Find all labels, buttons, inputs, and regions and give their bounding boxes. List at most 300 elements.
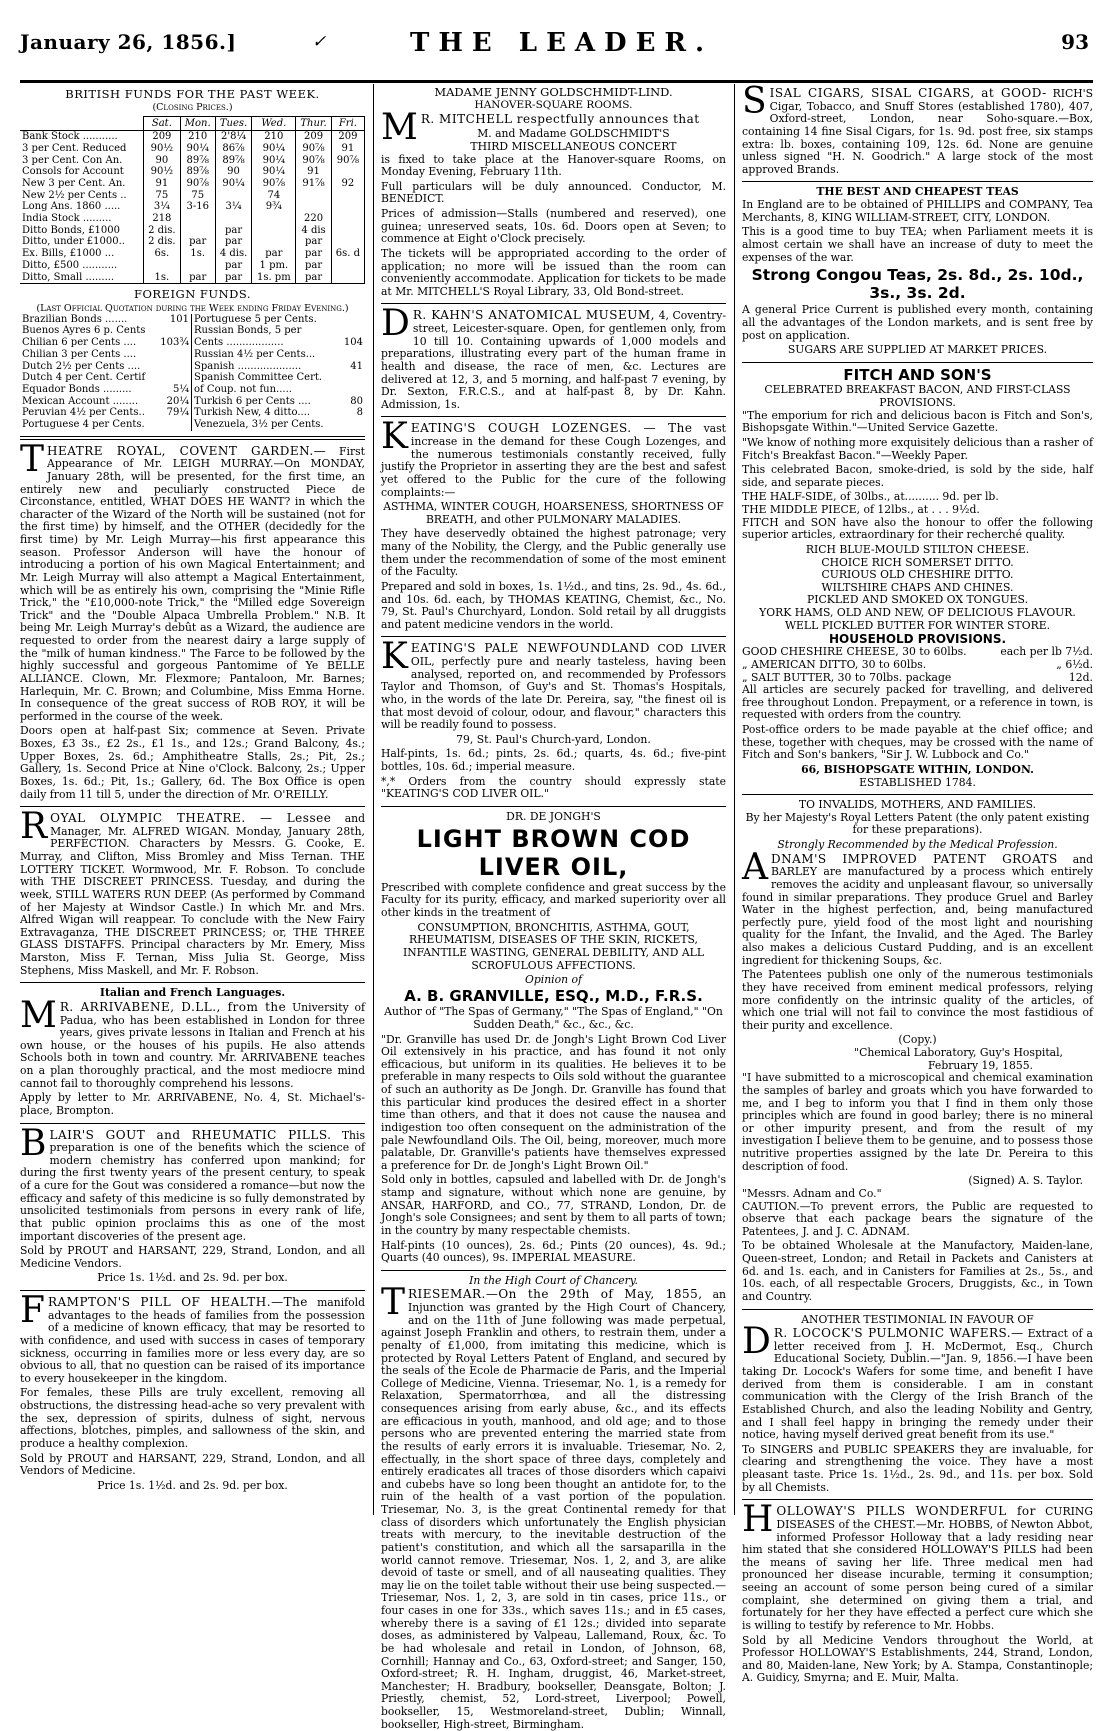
ad-body: an Injunction was granted by the High Court of Chancery, and on the 11th of June following was made perpetual, against Joseph Franklin and others, to restrain them, under a penalty of £1,000, from imitating this medicine, which is protected by Royal Letters Patent of England, and secured by the seals of the Ecole de Pharmacie de Paris, and the Imperial College of Medicine, Vienna. Triesemar, No. 1, is a remedy for Relaxation, Spermatorrhœa, and all the distressing consequences arising from early abuse, &c., and its effects are efficacious in youth, manhood, and old age; and to those persons who are prevented entering the married state from the results of early errors it is invaluable. Triesemar, No. 2, effectually, in the short space of three days, completely and entirely eradicates all traces of those disorders which capaivi and cubebs have so long been thought an antidote for, to the ruin of the health of a vast portion of the population. Triesemar, No. 3, is the great Continental remedy for that class of disorders which unfortunately the English physician treats with mercury, to the inevitable destruction of the patient's constitution, and which all the sarsaparilla in the world cannot remove. Triesemar, Nos. 1, 2, and 3, are alike devoid of taste or smell, and of all nauseating qualities. They may lie on the toilet table without their use being suspected.—Triesemar, Nos. 1, 2, 3, are sold in tin cases, price 11s., or four cases in one for 33s., which saves 11s.; and in £5 cases, whereby there is a saving of £1 12s.; divided into separate doses, as administered by Valpeau, Lallemand, Roux, &c. To be had wholesale and retail in London, of Johnson, 68, Cornhill; Hannay and Co., 63, Oxford-street; and Sanger, 150, Oxford-street; R. H. Ingham, druggist, 46, Market-street, Manchester; H. Bradbury, bookseller, Deansgate, Bolton; J. Priestly, chemist, 52, Lord-street, Liverpool; Powell, bookseller, 15, Westmoreland-street, Dublin; Winnall, bookseller, High-street, Birmingham.	[381, 1288, 726, 1731]
fund-price: 90½	[144, 166, 181, 178]
fund-price	[215, 190, 252, 202]
fund-price	[331, 260, 364, 272]
fund-price: par	[296, 272, 332, 284]
table-row	[20, 272, 365, 284]
fund-price	[158, 325, 191, 337]
fund-price: 91	[296, 166, 332, 178]
column-left	[20, 86, 365, 1515]
fund-price	[158, 372, 191, 384]
ad-body: Half-pints, 1s. 6d.; pints, 2s. 6d.; quarts, 4s. 6d.; five-pint bottles, 10s. 6d.; imperial measure.	[381, 747, 726, 774]
item-price: „ 6½d.	[1056, 657, 1093, 671]
section-heading: Italian and French Languages.	[99, 986, 286, 1000]
fund-price: 90¼	[180, 143, 215, 155]
fund-price	[252, 236, 296, 248]
fund-name: Russian 4½ per Cents...	[194, 348, 316, 360]
ad-title: RIESEMAR.—On the 29th of May, 1855,	[408, 1287, 703, 1302]
divider	[742, 1499, 1093, 1500]
ad-locock-wafers	[742, 1314, 1093, 1495]
ad-title: EATING'S COUGH LOZENGES. — The	[410, 421, 693, 436]
ad-body: Full particulars will be duly announced. Conductor, M. BENEDICT.	[381, 179, 726, 206]
signature: (Signed) A. S. Taylor.	[968, 1174, 1083, 1188]
ad-body: A general Price Current is published every month, containing all the advantages of the London markets, and is sent free by post on application.	[742, 303, 1093, 342]
ad-line: "Messrs. Adnam and Co."	[742, 1186, 882, 1200]
fund-name: Peruvian 4½ per Cents..	[22, 407, 145, 419]
fund-price: 2'8¼	[215, 131, 252, 143]
fund-price: par	[215, 236, 252, 248]
ad-title: DNAM'S IMPROVED PATENT GROATS	[771, 851, 1058, 866]
table-row	[20, 190, 365, 202]
table-row	[20, 178, 365, 190]
fund-price: 89⅞	[180, 155, 215, 167]
fund-price	[144, 260, 181, 272]
fund-price: 90	[144, 155, 181, 167]
list-item: YORK HAMS, OLD AND NEW, OF DELICIOUS FLAVOUR.	[759, 606, 1076, 620]
item: GOOD CHESHIRE CHEESE, 30 to 60lbs.	[742, 645, 967, 659]
divider	[20, 982, 365, 983]
fund-name: Buenos Ayres 6 p. Cents	[22, 325, 146, 337]
ad-triesemar	[381, 1275, 726, 1731]
address: 66, BISHOPSGATE WITHIN, LONDON.	[801, 762, 1034, 776]
ad-line: Strongly Recommended by the Medical Profession.	[777, 838, 1058, 852]
fund-price: par	[215, 225, 252, 237]
ad-title: R. LOCOCK'S PULMONIC WAFERS.—	[773, 1326, 1024, 1341]
drop-cap: D	[742, 1321, 771, 1363]
item: „ AMERICAN DITTO, 30 to 60lbs.	[742, 657, 927, 671]
fund-name: Chilian 6 per Cents ....	[22, 337, 137, 349]
fund-price: 92	[331, 178, 364, 190]
fund-price: 2 dis.	[144, 236, 181, 248]
fund-price	[180, 213, 215, 225]
item: „ SALT BUTTER, 30 to 70lbs. package	[742, 670, 952, 684]
fund-name: Spanish ....................	[194, 360, 302, 372]
fund-price: 9¾	[252, 201, 296, 213]
ad-subheading: HOUSEHOLD PROVISIONS.	[828, 632, 1007, 647]
column-middle	[381, 85, 726, 1731]
ad-body: Half-pints (10 ounces), 2s. 6d.; Pints (20 ounces), 4s. 9d.; Quarts (40 ounces), 9s. IMPERIAL MEASURE.	[381, 1238, 726, 1265]
fund-name: India Stock .........	[20, 213, 144, 225]
fund-price	[158, 361, 191, 373]
fund-name: Portuguese 4 per Cents.	[22, 418, 145, 430]
fund-price: 89⅞	[180, 166, 215, 178]
ad-body: Prepared and sold in boxes, 1s. 1½d., and tins, 2s. 9d., 4s. 6d., and 10s. 6d. each, by THOMAS KEATING, Chemist, &c., No. 79, St. Paul's Churchyard, London. Sold retail by all druggists and patent medicine vendors in the world.	[381, 579, 726, 631]
table-row	[20, 201, 365, 213]
fund-price: 90⅞	[331, 155, 364, 167]
ad-heading: FITCH AND SON'S	[843, 365, 992, 384]
drop-cap: B	[20, 1122, 47, 1164]
price-line: THE MIDDLE PIECE, of 12lbs., at . . . 9½d.	[742, 503, 980, 517]
fund-name: Spanish Committee Cert.	[194, 372, 323, 384]
fund-name: Equador Bonds .........	[22, 383, 132, 395]
ad-body: FITCH and SON have also the honour to offer the following superior articles, extraordinary for their recherché quality.	[742, 515, 1093, 542]
ad-body: "Dr. Granville has used Dr. de Jongh's Light Brown Cod Liver Oil extensively in his practice, and has found it not only efficacious, but uniform in its qualities. He believes it to be preferable in many respects to Oils sold without the guarantee of such an authority as De Jongh. Dr. Granville has found that this particular kind produces the desired effect in a shorter time than others, and that it does not cause the nausea and indigestion too often consequent on the administration of the pale Newfoundland Oils. The Oil, being, moreover, much more palatable, Dr. Granville's patients have themselves expressed a preference for Dr. de Jongh's Light Brown Oil."	[381, 1032, 726, 1172]
drop-cap: A	[742, 846, 768, 888]
foreign-funds-title: FOREIGN FUNDS.	[134, 287, 251, 302]
ad-body: Prices of admission—Stalls (numbered and reserved), one guinea; unreserved seats, 10s. 6d. Doors open at Seven; to commence at Eight o'Clock precisely.	[381, 207, 726, 246]
fund-price: 90¼	[252, 155, 296, 167]
ad-body: All articles are securely packed for travelling, and delivered free throughout London. Prepayment, or a reference in town, is requested with orders from the country.	[742, 683, 1093, 722]
ad-fitch-bacon	[742, 367, 1093, 789]
fund-name: Turkish New, 4 ditto....	[194, 407, 311, 419]
list-item: CURIOUS OLD CHESHIRE DITTO.	[821, 568, 1014, 582]
ad-title: LAIR'S GOUT and RHEUMATIC PILLS.	[49, 1127, 332, 1142]
fund-name: 3 per Cent. Reduced	[20, 143, 144, 155]
page-header	[20, 14, 1093, 58]
divider	[20, 1123, 365, 1124]
table-row	[20, 325, 365, 337]
fund-price: 90¼	[252, 166, 296, 178]
fund-name: Ditto, Small .........	[20, 272, 144, 284]
fund-price: 3-16	[180, 201, 215, 213]
ad-body: First Appearance of Mr. LEIGH MURRAY.—On MONDAY, January 28th, will be presented, for the first time, an entirely new and peculiarly constructed Piece de Circonstance, entitled, WHAT DOES HE WANT? in which the character of the Wizard of the North will be sustained (not for the first time) by himself, and the OTHER (decidedly for the first time) by Mr. Leigh Murray—his first appearance this season. Professor Anderson will have the honour of introducing a portion of his own Magical Entertainment; and Mr. Leigh Murray will also attempt a Magical Entertainment, which will be as entirely his own, comprising the "Minie Rifle Trick," the "£10,000-note Trick," the "Milled edge Sovereign Trick" and the "Double Alpaca Umbrella Problem." N.B. It being Mr. Leigh Murray's debût as a Wizard, the audience are requested to order from the nearest dairy a large supply of the "milk of human kindness." The Farce to be followed by the highly successful and gorgeous Pantomime of Ye BELLE ALLIANCE. Clown, Mr. Flexmore; Pantaloon, Mr. Barnes; Harlequin, Mr. C. Brown; and Columbine, Miss Emma Horne. In consequence of the great success of ROB ROY, it will be performed in the course of the week.	[20, 444, 365, 723]
column-header: Thur.	[296, 116, 332, 131]
column-right	[742, 81, 1094, 1685]
fund-price: 90⅞	[252, 178, 296, 190]
ad-heading: MADAME JENNY GOLDSCHMIDT-LIND.	[434, 85, 673, 99]
foreign-funds-table	[20, 314, 365, 431]
drop-cap: F	[20, 1290, 45, 1331]
drop-cap: K	[381, 416, 408, 458]
drop-cap: D	[381, 303, 410, 345]
ad-line: M. and Madame GOLDSCHMIDT'S	[477, 127, 670, 141]
ad-olympic-theatre	[20, 806, 366, 977]
price-line	[742, 659, 1093, 672]
fund-price: 1s. pm	[252, 272, 296, 284]
ad-title: EATING'S PALE NEWFOUNDLAND	[410, 641, 650, 656]
fund-price	[337, 419, 365, 431]
ad-line: (Copy.)	[898, 1033, 937, 1047]
ad-phillips-teas	[742, 186, 1093, 357]
ad-body: Prescribed with complete confidence and great success by the Faculty for its purity, efficacy, and marked superiority over all other kinds in the treatment of	[381, 880, 726, 920]
table-row	[20, 260, 365, 272]
fund-price: 4 dis.	[215, 248, 252, 260]
drop-cap: T	[20, 438, 45, 480]
divider	[742, 362, 1093, 363]
ad-body: 4, Coventry-street, Leicester-square. Open, for gentlemen only, from 10 till 10. Containing upwards of 1,000 models and preparations, illustrating every part of the human frame in health and disease, the race of men, &c. Lectures are delivered at 12, 3, and 5 morning, and half-past 7 evening, by Dr. Sexton, F.R.C.S., and at half-past 8, by Dr. Kahn. Admission, 1s.	[381, 309, 726, 411]
fund-price	[252, 225, 296, 237]
list-item: RICH BLUE-MOULD STILTON CHEESE.	[805, 542, 1030, 556]
ad-line: SUGARS ARE SUPPLIED AT MARKET PRICES.	[787, 343, 1048, 357]
fund-price: 6s.	[144, 248, 181, 260]
ad-name: A. B. GRANVILLE, ESQ., M.D., F.R.S.	[404, 986, 703, 1005]
fund-price: 103¾	[158, 337, 191, 349]
fund-price: 80	[350, 395, 363, 407]
divider	[381, 1270, 726, 1271]
ad-body: This celebrated Bacon, smoke-dried, is sold by the side, half side, and separate pieces.	[742, 463, 1093, 489]
fund-name: New 3 per Cent. An.	[20, 178, 144, 190]
ad-body: CURING DISEASES of the CHEST.—Mr. HOBBS, of Newton Abbot, informed Professor Holloway that a lady residing near him stated that she considered HOLLOWAY'S PILLS had been the means of saving her life. Three medical men had pronounced her disease incurable, terming it consumption; seeing an account of some person being cured of a similar complaint, she determined on giving them a trial, and fortunately for her they have effected a perfect cure which she is willing to testify by reference to Mr. Hobbs.	[742, 1505, 1093, 1632]
drop-cap: H	[742, 1499, 774, 1541]
fund-price: 220	[296, 213, 332, 225]
ad-heading: In the High Court of Chancery.	[469, 1273, 638, 1287]
ad-body: Apply by letter to Mr. ARRIVABENE, No. 4, St. Michael's-place, Brompton.	[20, 1091, 365, 1117]
british-funds-table	[20, 116, 365, 285]
ad-heading: ANOTHER TESTIMONIAL IN FAVOUR OF	[801, 1312, 1034, 1326]
ad-title: R. MITCHELL respectfully announces that	[420, 111, 700, 126]
ad-title: OLLOWAY'S PILLS WONDERFUL for	[776, 1504, 1036, 1519]
fund-name: Mexican Account ........	[22, 395, 139, 407]
list-item: WILTSHIRE CHAPS AND CHINES.	[821, 580, 1014, 594]
fund-price: par	[296, 236, 332, 248]
fund-price: par	[180, 272, 215, 284]
provisions-list	[742, 544, 1093, 632]
ad-sisal-cigars	[742, 81, 1093, 176]
fund-price: 75	[180, 190, 215, 202]
fund-price: par	[215, 260, 252, 272]
fund-name: Bank Stock ...........	[20, 131, 144, 143]
fund-name: Venezuela, 3½ per Cents.	[194, 418, 324, 430]
column-rule	[373, 84, 374, 1515]
fund-price	[331, 166, 364, 178]
divider	[742, 181, 1093, 182]
fund-name: Long Ans. 1860 .....	[20, 201, 144, 213]
ad-keating-cod-oil	[381, 636, 726, 801]
fund-price	[331, 225, 364, 237]
fund-price	[331, 201, 364, 213]
ad-line: THIRD MISCELLANEOUS CONCERT	[470, 139, 677, 153]
fund-price: 90⅞	[180, 178, 215, 190]
ad-blair-pills	[20, 1122, 365, 1286]
divider	[20, 436, 365, 440]
ad-languages	[20, 987, 365, 1117]
fund-name: of Coup. not fun.....	[194, 383, 292, 395]
column-header: Mon.	[180, 116, 215, 131]
fund-price: 91⅞	[296, 178, 332, 190]
fund-price: 91	[331, 143, 364, 155]
divider	[381, 806, 726, 807]
fund-price	[296, 201, 332, 213]
fund-price: 79¼	[158, 407, 191, 419]
fund-price: 5¼	[158, 384, 191, 396]
pencil-mark: ✓	[312, 32, 327, 52]
ad-body: To be obtained Wholesale at the Manufactory, Maiden-lane, Queen-street, London; and Retail in Packets and Canisters at 6d. and 1s. each, and in Canisters for Families at 2s., 5s., and 10s. each, of all respectable Grocers, Druggists, &c., in Town and Country.	[742, 1239, 1093, 1303]
fund-price	[158, 419, 191, 431]
table-row	[20, 407, 365, 419]
column-header: Tues.	[215, 116, 252, 131]
fund-price	[215, 213, 252, 225]
price-line: THE HALF-SIDE, of 30lbs., at.......... 9d. per lb.	[742, 490, 999, 504]
fund-price: 89⅞	[215, 155, 252, 167]
fund-price: par	[180, 236, 215, 248]
ad-body: RICH'S Cigar, Tobacco, and Snuff Stores (established 1780), 407, Oxford-street, London, near Soho-square.—Box, containing 14 fine Sisal Cigars, for 1s. 9d. post free, six stamps extra: lb. boxes, containing 109, 12s. 6d. None are genuine unless signed "H. N. Goodrich." A large stock of the most approved Brands.	[742, 87, 1093, 176]
column-header: Fri.	[331, 116, 364, 131]
fund-price: par	[296, 260, 332, 272]
ad-line: By her Majesty's Royal Letters Patent (the only patent existing for these preparations).	[745, 810, 1090, 837]
ad-body: CAUTION.—To prevent errors, the Public are requested to observe that each package bears the signature of the Patentees, J. and J. C. ADNAM.	[742, 1199, 1093, 1238]
ad-body: "I have submitted to a microscopical and chemical examination the samples of barley and groats which you have forwarded to me, and I beg to inform you that I find in them only those principles which are found in good barley; there is no mineral or other impurity present, and from the result of my investigation I believe them to be genuine, and to possess those nutritive properties assigned by the late Dr. Pereira to this description of food.	[742, 1071, 1093, 1173]
ad-body: The Patentees publish one only of the numerous testimonials they have received from eminent medical professors, relying more confidently on the intrinsic quality of the articles, of which one trial will not fail to convince the most fastidious of their purity and excellence.	[742, 968, 1093, 1032]
divider	[381, 636, 726, 637]
ad-line: February 19, 1855.	[928, 1058, 1033, 1072]
ad-title: R. ARRIVABENE, D.LL., from the	[59, 999, 287, 1014]
ad-body: Extract of a letter received from J. H. McDermot, Esq., Church Educational Society, Dublin.—"Jan. 9, 1856.—I have been taking Dr. Locock's Wafers for some time, and benefit I have derived from them is considerable. I am in constant communication with the Clergy of the Irish Branch of the Established Church, and also the leading Nobility and Gentry, and I shall feel happy in bringing the remedy under their notice, having myself derived great benefit from its use."	[742, 1327, 1093, 1442]
fund-price: 101	[158, 314, 191, 326]
fund-name: Chilian 3 per Cents ....	[22, 348, 137, 360]
table-row	[20, 248, 365, 260]
header-rule	[20, 80, 1093, 83]
ad-list: CONSUMPTION, BRONCHITIS, ASTHMA, GOUT, RHEUMATISM, DISEASES OF THE SKIN, RICKETS, INFANTILE WASTING, GENERAL DEBILITY, AND ALL SCROFULOUS AFFECTIONS.	[402, 920, 705, 972]
fund-name: Ditto, £500 ...........	[20, 260, 144, 272]
ad-body: This is a good time to buy TEA; when Parliament meets it is almost certain we shall have an increase of duty to meet the expenses of the war.	[742, 225, 1093, 264]
fund-price	[337, 349, 365, 361]
fund-price: par	[296, 248, 332, 260]
fund-price	[180, 225, 215, 237]
fund-name: Cents ..................	[194, 337, 284, 349]
ad-list: ASTHMA, WINTER COUGH, HOARSENESS, SHORTNESS OF BREATH, and other PULMONARY MALADIES.	[383, 500, 724, 526]
column-rule	[734, 84, 735, 1515]
fund-price: 3¼	[215, 201, 252, 213]
fund-name: 3 per Cent. Con An.	[20, 155, 144, 167]
fund-price: 104	[343, 337, 363, 349]
table-row	[20, 131, 365, 143]
ad-banner: LIGHT BROWN COD LIVER OIL,	[416, 824, 691, 881]
funds-title: BRITISH FUNDS FOR THE PAST WEEK.	[65, 87, 320, 101]
list-item: PICKLED AND SMOKED OX TONGUES.	[807, 593, 1028, 607]
fund-price: 1s.	[180, 248, 215, 260]
funds-subtitle: (Closing Prices.)	[152, 102, 233, 114]
fund-price: par	[215, 272, 252, 284]
ad-title: ISAL CIGARS, SISAL CIGARS, at GOOD-	[769, 86, 1047, 100]
tea-prices: Strong Congou Teas, 2s. 8d., 2s. 10d., 3s., 3s. 2d.	[751, 266, 1084, 303]
ad-title: R. KAHN'S ANATOMICAL MUSEUM,	[412, 308, 655, 323]
fund-price: 90	[215, 166, 252, 178]
fund-price: 3¼	[144, 201, 181, 213]
fund-price: 90¼	[252, 143, 296, 155]
divider	[381, 303, 726, 304]
fund-price	[337, 384, 365, 396]
table-row	[20, 213, 365, 225]
ad-body: Sold by all Medicine Vendors throughout the World, at Professor HOLLOWAY'S Establishments, 244, Strand, London, and 80, Maiden-lane, New York; by A. Stampa, Constantinople; A. Guidicy, Smyrna; and E. Muir, Malta.	[742, 1633, 1093, 1685]
drop-cap: T	[381, 1282, 406, 1324]
fund-price	[331, 213, 364, 225]
table-row	[20, 349, 365, 361]
ad-body: The tickets will be appropriated according to the order of application; no more will be issued than the room can conveniently accommodate. Application for tickets to be made at Mr. MITCHELL'S Royal Library, 33, Old Bond-street.	[381, 246, 726, 298]
ad-adnam-groats	[742, 799, 1093, 1303]
fund-price	[331, 236, 364, 248]
column-header: Wed.	[252, 116, 296, 131]
ad-body: For females, these Pills are truly excellent, removing all obstructions, the distressing head-ache so very prevalent with the sex, depression of spirits, dulness of sight, nervous affections, blotches, pimples, and sallowness of the skin, and produce a healthy complexion.	[20, 1386, 365, 1450]
fund-name: New 2½ per Cents ..	[20, 190, 144, 202]
fund-price	[337, 314, 365, 326]
drop-cap: R	[20, 806, 48, 848]
ad-body: In England are to be obtained of PHILLIPS and COMPANY, Tea Merchants, 8, KING WILLIAM-STREET, CITY, LONDON.	[742, 198, 1093, 224]
fund-price	[296, 190, 332, 202]
fund-name: Dutch 2½ per Cents ....	[22, 360, 141, 372]
ad-line: "Chemical Laboratory, Guy's Hospital,	[854, 1046, 1063, 1060]
table-row	[20, 225, 365, 237]
ad-body: COD LIVER OIL, perfectly pure and nearly tasteless, having been analysed, reported on, and recommended by Professors Taylor and Thomson, of Guy's and St. Thomas's Hospitals, who, in the words of the late Dr. Pereira, say, "the finest oil is that most devoid of colour, odour, and flavour," characters this will be readily found to possess.	[381, 642, 726, 732]
fund-price: 20¼	[158, 396, 191, 408]
fund-price: 209	[144, 131, 181, 143]
ad-body: This preparation is one of the benefits which the science of modern chemistry has conferred upon mankind; for during the first twenty years of the present century, to speak of a cure for the Gout was considered a romance—but now the efficacy and safety of this medicine is so fully demonstrated by unsolicited testimonials from persons in every rank of life, that public opinion proclaims this as one of the most important discoveries of the present age.	[20, 1128, 365, 1243]
fund-price: 75	[144, 190, 181, 202]
ad-body: *,* Orders from the country should expressly state "KEATING'S COD LIVER OIL."	[381, 774, 726, 801]
fund-price: 2 dis.	[144, 225, 181, 237]
fund-price	[331, 272, 364, 284]
drop-cap: K	[381, 636, 408, 678]
fund-price: 90⅞	[296, 143, 332, 155]
fund-price: 90⅞	[296, 155, 332, 167]
ad-body: Sold only in bottles, capsuled and labelled with Dr. de Jongh's stamp and signature, without which none are genuine, by ANSAR, HARFORD, and CO., 77, STRAND, London, Dr. de Jongh's sole Consignees; and sent by them to all parts of town; in the country by many respectable chemists.	[381, 1173, 726, 1237]
drop-cap: M	[381, 106, 418, 148]
price: Price 1s. 1½d. and 2s. 9d. per box.	[97, 1478, 288, 1492]
fund-name: Dutch 4 per Cent. Certif	[22, 372, 146, 384]
ad-de-jongh-oil	[381, 811, 726, 1265]
fund-price	[331, 190, 364, 202]
fund-price	[337, 372, 365, 384]
ad-subheading: CELEBRATED BREAKFAST BACON, AND FIRST-CLASS PROVISIONS.	[764, 383, 1071, 410]
ad-body: and Manager, Mr. ALFRED WIGAN. Monday, January 28th, PERFECTION. Characters by Messrs. G. Cooke, E. Murray, and Clifton, Miss Bromley and Miss Ternan. THE LOTTERY TICKET. Wormwood, Mr. F. Robson. To conclude with THE DISCREET PRINCESS. Tuesday, and during the week, STILL WATERS RUN DEEP. (As performed by Command of her Majesty at Windsor Castle.) In which Mr. and Mrs. Alfred Wigan will reappear. To conclude with the New Fairy Extravaganza, THE DISCREET PRINCESS; or, THE THREE GLASS DISTAFFS. Principal characters by Mr. Emery, Miss Marston, Miss F. Ternan, Miss Julia St. George, Miss Stephens, Miss Maskell, and Mr. F. Robson.	[20, 812, 366, 977]
fund-price	[158, 349, 191, 361]
ad-covent-garden	[20, 438, 365, 802]
fund-name: Russian Bonds, 5 per	[194, 325, 302, 337]
ad-keating-lozenges	[381, 416, 726, 631]
fund-name: Turkish 6 per Cents ....	[194, 395, 311, 407]
divider	[381, 416, 726, 417]
ad-heading: TO INVALIDS, MOTHERS, AND FAMILIES.	[798, 798, 1037, 812]
fund-price: 74	[252, 190, 296, 202]
table-row	[20, 372, 365, 384]
ad-heading: THE BEST AND CHEAPEST TEAS	[816, 185, 1019, 199]
fund-name: Ditto, under £1000..	[20, 236, 144, 248]
fund-price: 8	[356, 407, 363, 419]
fund-price	[337, 325, 365, 337]
issue-date: January 26, 1856.]	[20, 30, 237, 54]
ad-body: To SINGERS and PUBLIC SPEAKERS they are invaluable, for clearing and strengthening the voice. They have a most pleasant taste. Price 1s. 1½d., 2s. 9d., and 11s. per box. Sold by all Chemists.	[742, 1442, 1093, 1494]
fund-name: Consols for Account	[20, 166, 144, 178]
fund-price: 210	[180, 131, 215, 143]
fund-price: 1s.	[144, 272, 181, 284]
fund-price: 90¼	[215, 178, 252, 190]
fund-price: 86⅞	[215, 143, 252, 155]
drop-cap: M	[20, 994, 57, 1036]
fund-price: 41	[350, 360, 363, 372]
list-item: WELL PICKLED BUTTER FOR WINTER STORE.	[784, 618, 1051, 632]
list-item: CHOICE RICH SOMERSET DITTO.	[821, 555, 1014, 569]
table-row	[20, 396, 365, 408]
ad-heading: DR. DE JONGH'S	[506, 809, 601, 823]
fund-name: Brazilian Bonds .......	[22, 313, 128, 325]
address: 79, St. Paul's Church-yard, London.	[456, 732, 651, 746]
ad-kahn-museum	[381, 303, 726, 411]
column-header: Sat.	[144, 116, 181, 131]
fund-price	[180, 260, 215, 272]
ad-body: Sold by PROUT and HARSANT, 229, Strand, London, and all Medicine Vendors.	[20, 1244, 365, 1270]
ad-line: Author of "The Spas of Germany," "The Spas of England," "On Sudden Death," &c., &c., &c.	[384, 1005, 723, 1031]
ad-quote: "The emporium for rich and delicious bacon is Fitch and Son's, Bishopsgate Within."—United Service Gazette.	[742, 408, 1093, 435]
ad-goldschmidt-concert	[381, 86, 726, 298]
ad-body: Doors open at half-past Six; commence at Seven. Private Boxes, £3 3s., £2 2s., £1 1s., and 12s.; Grand Balcony, 4s.; Upper Boxes, 2s. 6d.; Amphitheatre Stalls, 2s.; Pit, 2s.; Gallery, 1s. Second Price at Nine o'Clock. Balcony, 2s.; Upper Boxes, 1s. 6d.; Pit, 1s.; Gallery, 6d. The Box Office is open daily from 11 till 5, under the direction of Mr. O'REILLY.	[20, 724, 365, 801]
page-number: 93	[1061, 30, 1089, 54]
ad-title: OYAL OLYMPIC THEATRE. — Lessee	[50, 811, 332, 826]
ad-body: They have deservedly obtained the highest patronage; very many of the Nobility, the Clergy, and the Public generally use them under the recommendation of some of the most eminent of the Faculty.	[381, 527, 726, 579]
fund-name: Portuguese 5 per Cents.	[194, 313, 317, 325]
masthead: THE LEADER.	[410, 28, 714, 58]
ad-line: Opinion of	[524, 973, 582, 987]
table-row	[20, 166, 365, 178]
ad-quote: "We know of nothing more exquisitely delicious than a rasher of Fitch's Breakfast Bacon."—Weekly Paper.	[742, 435, 1094, 462]
table-row	[20, 236, 365, 248]
foreign-funds-subtitle: (Last Official Quotation during the Week ending Friday Evening.)	[36, 302, 349, 314]
fund-price: 4 dis	[296, 225, 332, 237]
ad-body: vast increase in the demand for these Cough Lozenges, and the numerous testimonials constantly received, fully justify the Proprietor in asserting they are the best and safest yet offered to the Public for the cure of the following complaints:—	[381, 422, 726, 499]
fund-price: 209	[331, 131, 364, 143]
ad-frampton-pill	[20, 1290, 366, 1492]
table-row	[20, 384, 365, 396]
ad-body: Post-office orders to be made payable at the chief office; and these, together with cheques, may be crossed with the name of Fitch and Son's bankers, "Sir J. W. Lubbock and Co."	[742, 723, 1093, 762]
table-corner	[20, 116, 144, 131]
fund-price: par	[252, 248, 296, 260]
table-row	[20, 143, 365, 155]
